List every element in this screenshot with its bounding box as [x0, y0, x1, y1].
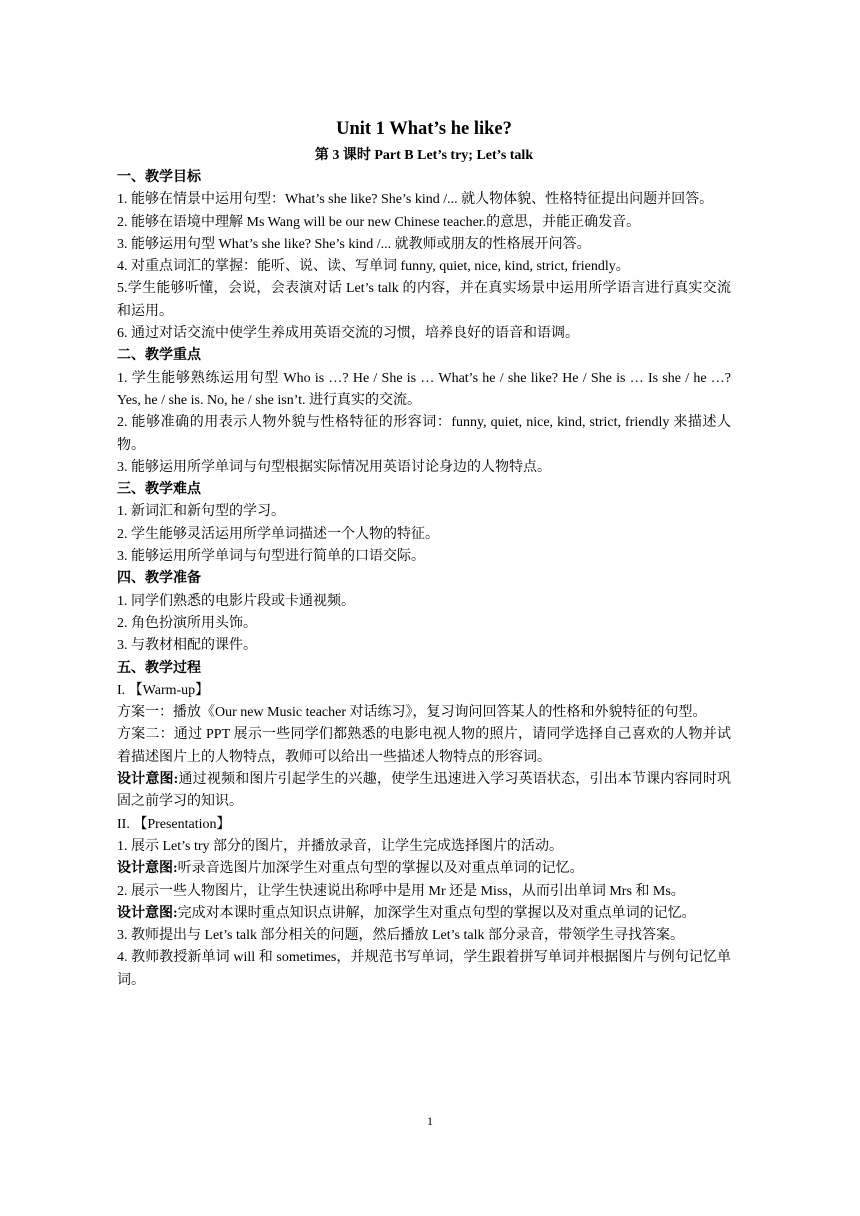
paragraph-text: 1. 新词汇和新句型的学习。	[117, 504, 285, 520]
paragraph	[117, 702, 731, 724]
paragraph-text: II. 【Presentation】	[117, 816, 231, 832]
paragraph	[117, 836, 731, 858]
paragraph-text: 2. 能够在语境中理解 Ms Wang will be our new Chinese teacher.的意思，并能正确发音。	[117, 214, 641, 230]
paragraph	[117, 680, 731, 702]
paragraph-text: 4. 教师教授新单词 will 和 sometimes，并规范书写单词，学生跟着拼写单词并根据图片与例句记忆单词。	[117, 950, 731, 988]
paragraph-text: 方案二：通过 PPT 展示一些同学们都熟悉的电影电视人物的照片，请同学选择自己喜欢的人物并试着描述图片上的人物特点，教师可以给出一些描述人物特点的形容词。	[117, 727, 731, 765]
paragraph	[117, 635, 731, 657]
paragraph-text: 通过视频和图片引起学生的兴趣，使学生迅速进入学习英语状态，引出本节课内容同时巩固之前学习的知识。	[117, 772, 731, 810]
design-intent-label: 设计意图:	[117, 861, 178, 877]
paragraph-text: 听录音选图片加深学生对重点句型的掌握以及对重点单词的记忆。	[177, 861, 584, 877]
paragraph-text: 4. 对重点词汇的掌握：能听、说、读、写单词 funny, quiet, nice, kind, strict, friendly。	[117, 259, 630, 275]
document-body	[117, 167, 731, 992]
paragraph-text: I. 【Warm-up】	[117, 682, 210, 698]
paragraph	[117, 278, 731, 323]
section-heading: 二、教学重点	[117, 348, 201, 364]
section-heading: 三、教学难点	[117, 482, 201, 498]
paragraph-text: 3. 能够运用所学单词与句型根据实际情况用英语讨论身边的人物特点。	[117, 459, 551, 475]
paragraph	[117, 189, 731, 211]
paragraph	[117, 881, 731, 903]
paragraph-text: 1. 学生能够熟练运用句型 Who is …? He / She is … What’s he / she like? He / She is … Is she / he …? Yes, he / she is. No, he / she isn’t. 进行真实的交流。	[117, 370, 731, 408]
paragraph	[117, 212, 731, 234]
paragraph-text: 方案一：播放《Our new Music teacher 对话练习》，复习询问回答某人的性格和外貌特征的句型。	[117, 705, 707, 721]
paragraph	[117, 256, 731, 278]
design-intent-label: 设计意图:	[117, 905, 178, 921]
paragraph-text: 5.学生能够听懂，会说，会表演对话 Let’s talk 的内容，并在真实场景中运用所学语言进行真实交流和运用。	[117, 281, 731, 319]
page-number: 1	[427, 1114, 433, 1128]
paragraph-text: 2. 能够准确的用表示人物外貌与性格特征的形容词：funny, quiet, nice, kind, strict, friendly 来描述人物。	[117, 415, 731, 453]
paragraph	[117, 769, 731, 814]
section-heading: 五、教学过程	[117, 660, 201, 676]
paragraph-text: 3. 能够运用句型 What’s she like? She’s kind /... 就教师或朋友的性格展开问答。	[117, 236, 591, 252]
document-subtitle: 第 3 课时 Part B Let’s try; Let’s talk	[314, 148, 534, 163]
paragraph	[117, 501, 731, 523]
paragraph-text: 完成对本课时重点知识点讲解，加深学生对重点句型的掌握以及对重点单词的记忆。	[177, 905, 696, 921]
paragraph-text: 3. 与教材相配的课件。	[117, 638, 257, 654]
paragraph	[117, 368, 731, 413]
section-heading: 四、教学准备	[117, 571, 201, 587]
paragraph-text: 2. 角色扮演所用头饰。	[117, 615, 257, 631]
paragraph	[117, 546, 731, 568]
paragraph-text: 6. 通过对话交流中使学生养成用英语交流的习惯，培养良好的语音和语调。	[117, 326, 579, 342]
paragraph	[117, 412, 731, 457]
paragraph-text: 3. 教师提出与 Let’s talk 部分相关的问题，然后播放 Let’s talk 部分录音，带领学生寻找答案。	[117, 928, 684, 944]
paragraph-text: 2. 学生能够灵活运用所学单词描述一个人物的特征。	[117, 526, 439, 542]
section-heading: 一、教学目标	[117, 170, 201, 185]
design-intent-label: 设计意图:	[117, 772, 179, 788]
paragraph-text: 3. 能够运用所学单词与句型进行简单的口语交际。	[117, 549, 425, 565]
paragraph	[117, 323, 731, 345]
paragraph	[117, 814, 731, 836]
paragraph	[117, 858, 731, 880]
paragraph	[117, 457, 731, 479]
paragraph	[117, 903, 731, 925]
paragraph-text: 2. 展示一些人物图片，让学生快速说出称呼中是用 Mr 还是 Miss，从而引出单词 Mrs 和 Ms。	[117, 883, 685, 899]
paragraph	[117, 613, 731, 635]
paragraph	[117, 925, 731, 947]
paragraph-text: 1. 同学们熟悉的电影片段或卡通视频。	[117, 593, 355, 609]
paragraph	[117, 724, 731, 769]
paragraph-text: 1. 能够在情景中运用句型：What’s she like? She’s kind /... 就人物体貌、性格特征提出问题并回答。	[117, 192, 714, 208]
paragraph	[117, 947, 731, 992]
document-title: Unit 1 What’s he like?	[336, 119, 512, 139]
paragraph	[117, 234, 731, 256]
document-page	[117, 116, 731, 992]
paragraph	[117, 524, 731, 546]
paragraph-text: 1. 展示 Let’s try 部分的图片，并播放录音，让学生完成选择图片的活动。	[117, 838, 564, 854]
paragraph	[117, 591, 731, 613]
